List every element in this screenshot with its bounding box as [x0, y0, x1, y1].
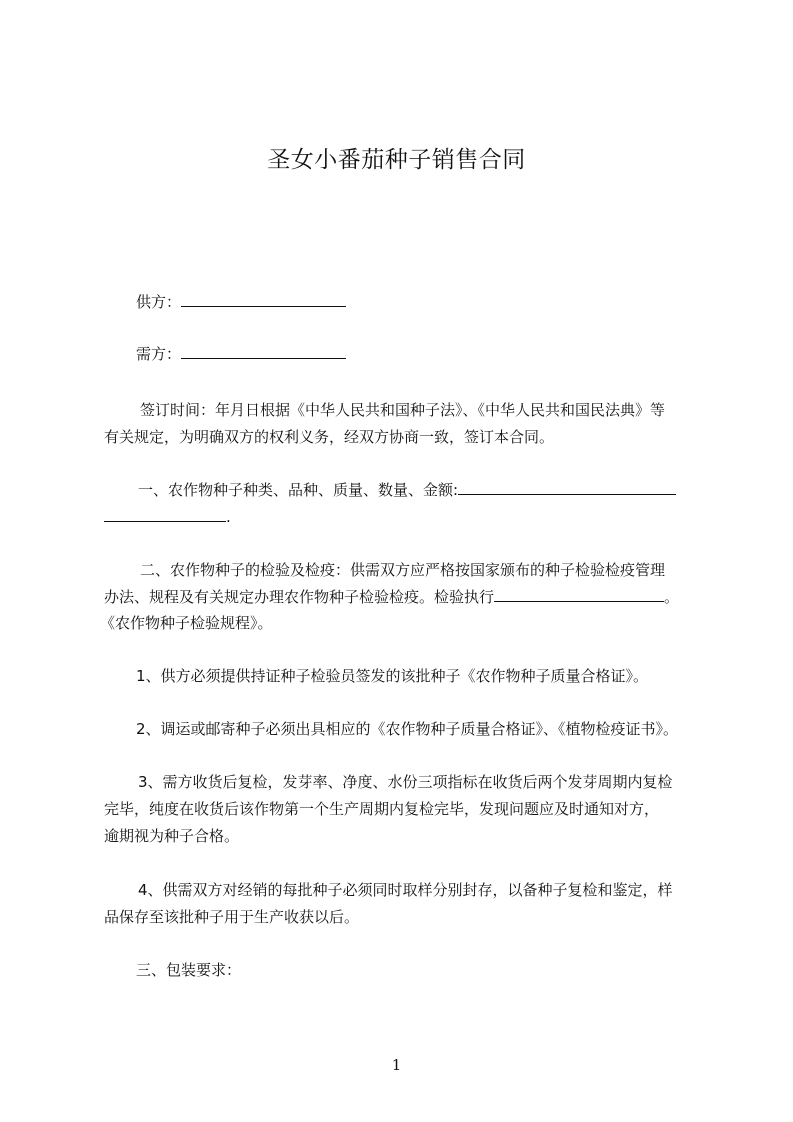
item-2: 2、调运或邮寄种子必须出具相应的《农作物种子质量合格证》、《植物检疫证书》。 [136, 720, 679, 738]
buyer-label: 需方： [136, 345, 182, 363]
section2-line-2-text: 办法、规程及有关规定办理农作物种子检验检疫。检验执行 [104, 588, 495, 606]
page-title: 圣女小番茄种子销售合同 [267, 147, 526, 173]
page-number: 1 [391, 1056, 402, 1074]
supplier-line [104, 292, 746, 312]
section3-heading: 三、包装要求： [136, 961, 242, 979]
section2-line-2 [104, 587, 714, 607]
section1-line-2 [104, 507, 714, 527]
section1-line-1 [104, 480, 748, 500]
section1-blank-2 [104, 507, 226, 522]
supplier-blank [181, 292, 346, 307]
section1-tail: . [226, 508, 231, 526]
buyer-line [104, 344, 746, 364]
intro-line-1: 签订时间：年月日根据《中华人民共和国种子法》、《中华人民共和国民法典》等 [140, 401, 666, 419]
section2-line-2-tail: 。 [664, 588, 680, 606]
item-3-line-3: 逾期视为种子合格。 [104, 827, 240, 845]
item-4-line-2: 品保存至该批种子用于生产收获以后。 [104, 908, 360, 926]
item-3-line-2: 完毕，纯度在收货后该作物第一个生产周期内复检完毕，发现问题应及时通知对方， [104, 800, 660, 818]
section2-line-1: 二、农作物种子的检验及检疫：供需双方应严格按国家颁布的种子检验检疫管理 [140, 561, 666, 579]
buyer-blank [181, 344, 346, 359]
supplier-label: 供方： [136, 293, 182, 311]
section2-line-3: 《农作物种子检验规程》。 [100, 614, 273, 632]
intro-line-2: 有关规定，为明确双方的权利义务，经双方协商一致，签订本合同。 [104, 428, 555, 446]
item-4-line-1: 4、供需双方对经销的每批种子必须同时取样分别封存，以备种子复检和鉴定，样 [138, 881, 673, 899]
item-3-line-1: 3、需方收货后复检，发芽率、净度、水份三项指标在收货后两个发芽周期内复检 [138, 773, 673, 791]
section1-heading: 一、农作物种子种类、品种、质量、数量、金额: [138, 481, 459, 499]
section1-blank-1 [458, 480, 676, 495]
item-1: 1、供方必须提供持证种子检验员签发的该批种子《农作物种子质量合格证》。 [136, 667, 649, 685]
section2-blank [494, 587, 664, 602]
